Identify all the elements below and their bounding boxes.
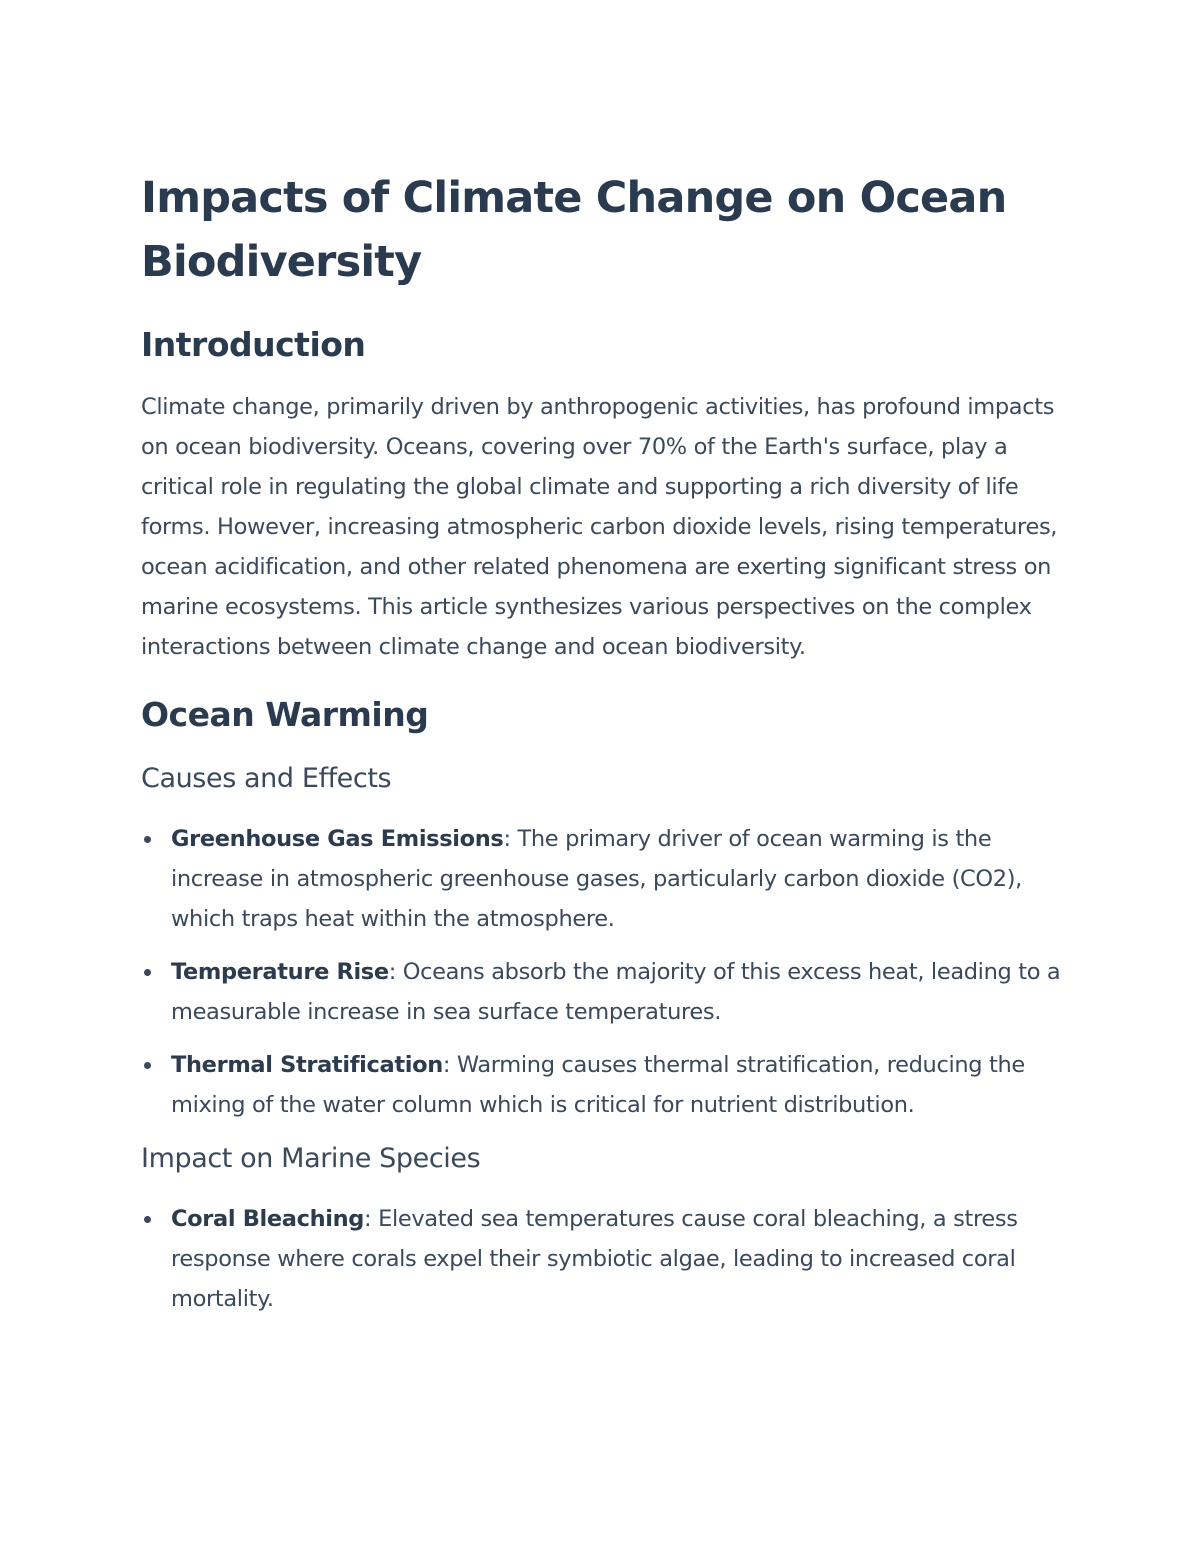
list-item-text: : Elevated sea temperatures cause coral bleaching, a stress response where corals expel their symbiotic algae, leading to increased coral mortality. (171, 1206, 1018, 1312)
bullet-icon (144, 969, 151, 976)
list-item-term: Coral Bleaching (171, 1206, 365, 1232)
list-item-term: Greenhouse Gas Emissions (171, 826, 504, 852)
list-item (141, 819, 1066, 939)
list-item-term: Temperature Rise (171, 959, 389, 985)
list-item-text: : The primary driver of ocean warming is the increase in atmospheric greenhouse gases, particularly carbon dioxide (CO2), which traps heat within the atmosphere. (171, 826, 1022, 932)
bullet-icon (144, 1062, 151, 1069)
introduction-heading: Introduction (141, 325, 366, 364)
bullet-icon (144, 836, 151, 843)
bullet-icon (144, 1216, 151, 1223)
list-item-text: : Oceans absorb the majority of this excess heat, leading to a measurable increase in sea surface temperatures. (171, 959, 1061, 1025)
impact-on-marine-species-heading: Impact on Marine Species (141, 1143, 481, 1174)
list-item-term: Thermal Stratification (171, 1052, 443, 1078)
impact-list (141, 1199, 1066, 1319)
document-page (141, 166, 1066, 1319)
introduction-paragraph: Climate change, primarily driven by anthropogenic activities, has profound impacts on ocean biodiversity. Oceans, covering over 70% of the Earth's surface, play a critical role in regulating the global climate and supporting a rich diversity of life forms. However, increasing atmospheric carbon dioxide levels, rising temperatures, ocean acidification, and other related phenomena are exerting significant stress on marine ecosystems. This article synthesizes various perspectives on the complex interactions between climate change and ocean biodiversity. (141, 394, 1058, 660)
causes-list (141, 819, 1066, 1125)
list-item (141, 1199, 1066, 1319)
causes-and-effects-heading: Causes and Effects (141, 763, 392, 794)
list-item-text: : Warming causes thermal stratification, reducing the mixing of the water column which is critical for nutrient distribution. (171, 1052, 1025, 1118)
list-item (141, 952, 1066, 1032)
ocean-warming-heading: Ocean Warming (141, 695, 429, 734)
list-item (141, 1045, 1066, 1125)
document-title: Impacts of Climate Change on Ocean Biodiversity (141, 173, 1007, 287)
